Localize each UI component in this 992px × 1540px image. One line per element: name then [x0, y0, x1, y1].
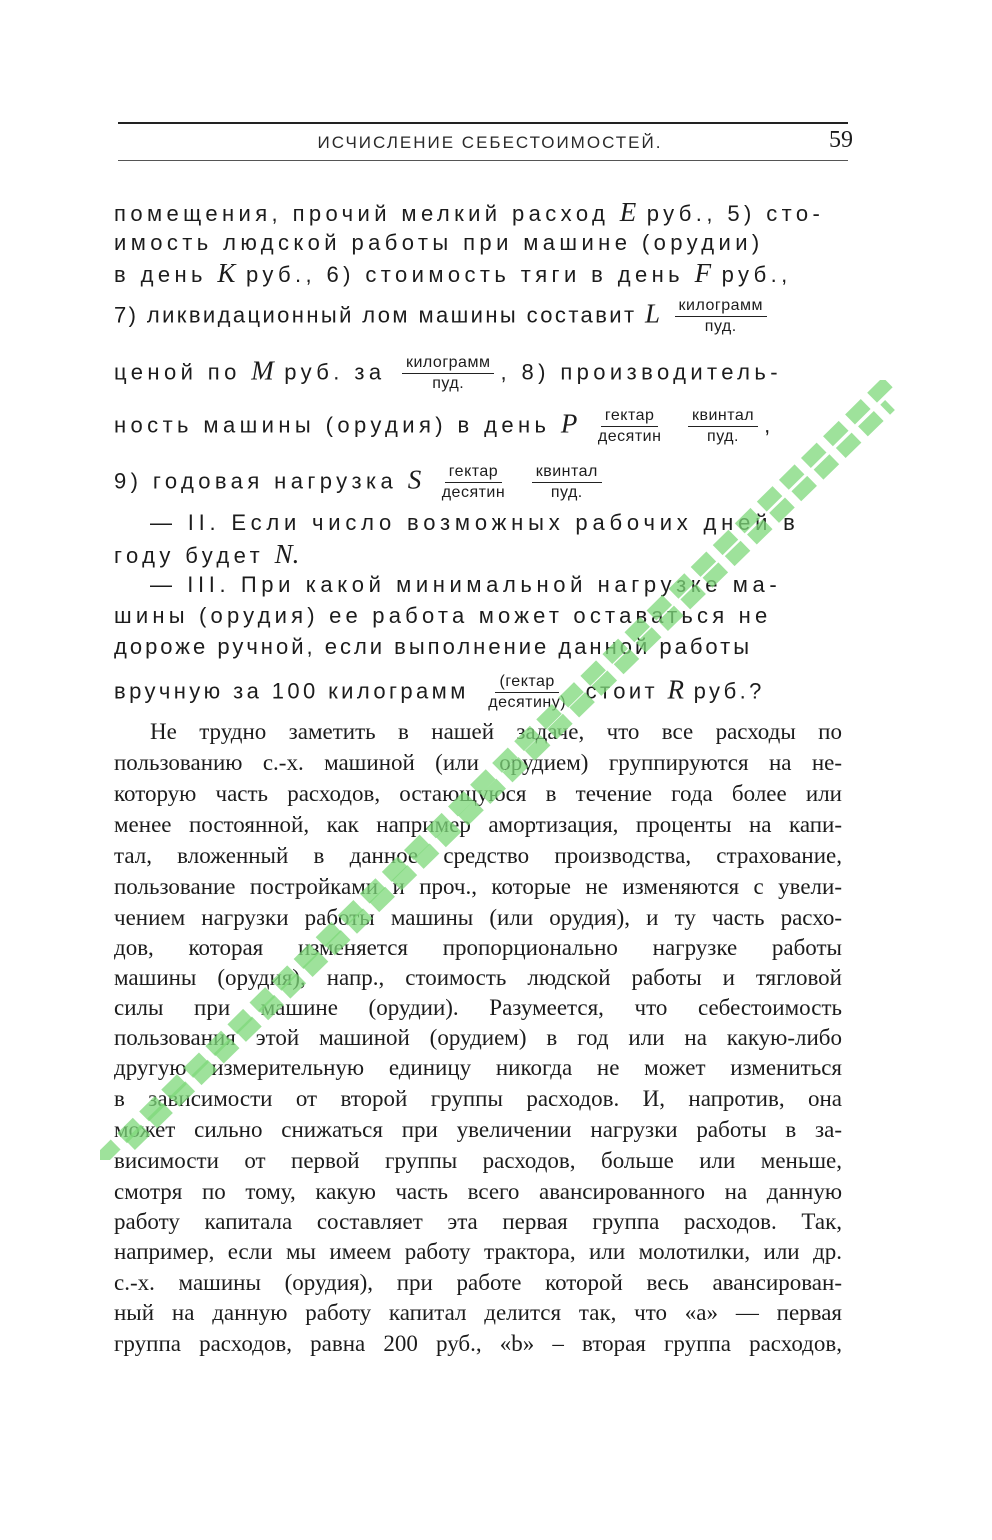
paragraph-line-20: ный на данную работу капитал делится так, что «a» — первая	[114, 1300, 842, 1325]
running-title: ИСЧИСЛЕНИЕ СЕБЕСТОИМОСТЕЙ.	[317, 133, 663, 152]
paragraph-line-16: смотря по тому, какую часть всего авансированного на данную	[114, 1179, 842, 1204]
paragraph-line-18: например, если мы имеем работу трактора, или молотилки, или др.	[114, 1239, 842, 1264]
paragraph-line-11: пользования этой машиной (орудием) в год или на какую-либо	[114, 1025, 842, 1050]
text-segment: руб. за	[284, 359, 386, 385]
variable-K: K	[217, 258, 236, 288]
text-segment: ценой по	[114, 359, 241, 385]
question-3-line-4	[114, 672, 765, 713]
fraction-numerator: квинтал	[532, 462, 602, 483]
condition-line-5	[114, 353, 782, 394]
variable-E: E	[619, 197, 637, 227]
fraction-denominator: десятин	[441, 484, 506, 501]
fraction-quintal-pud	[688, 406, 758, 447]
fraction-numerator: гектар	[445, 462, 503, 483]
paragraph-line-1: Не трудно заметить в нашей задаче, что все расходы по	[150, 719, 842, 744]
variable-M: M	[251, 355, 274, 386]
text-segment: году будет	[114, 543, 265, 568]
fraction-denominator: пуд.	[550, 484, 583, 501]
fraction-denominator: десятин	[597, 428, 662, 445]
fraction-numerator: килограмм	[675, 296, 767, 317]
text-segment: 9) годовая нагрузка	[114, 468, 398, 494]
variable-R: R	[667, 674, 685, 705]
paragraph-line-7: чением нагрузки работы машины (или орудия), и ту часть расхо-	[114, 905, 842, 930]
fraction-kilogram-pud	[675, 296, 767, 337]
fraction-numerator: килограмм	[402, 353, 494, 374]
text-segment: руб.,	[721, 262, 792, 287]
paragraph-line-17: работу капитала составляет эта первая группа расходов. Так,	[114, 1209, 842, 1234]
fraction-hectare-desyatinu	[484, 672, 570, 713]
paragraph-line-9: машины (орудия), напр., стоимость людской работы и тягловой	[114, 965, 842, 990]
fraction-hectare-desyatin	[594, 406, 666, 447]
question-3-line-1: — III. При какой минимальной нагрузке ма-	[150, 572, 782, 597]
fraction-hectare-desyatin	[438, 462, 510, 503]
condition-line-3	[114, 258, 792, 290]
fraction-numerator: (гектар	[495, 672, 558, 693]
variable-L: L	[644, 298, 660, 329]
fraction-quintal-pud	[532, 462, 602, 503]
paragraph-line-6: пользование постройками и проч., которые не изменяются с увели-	[114, 874, 842, 899]
text-segment: в день	[114, 262, 207, 287]
question-3-line-2: шины (орудия) ее работа может оставаться не	[114, 603, 772, 628]
fraction-numerator: квинтал	[688, 406, 758, 427]
fraction-denominator: пуд.	[704, 318, 737, 335]
fraction-denominator: десятину)	[488, 694, 567, 711]
condition-line-6	[114, 406, 775, 447]
variable-P: P	[560, 408, 578, 439]
text-segment: 7) ликвидационный лом машины составит	[114, 302, 637, 328]
text-segment: руб.?	[693, 678, 765, 704]
variable-S: S	[407, 464, 422, 495]
paragraph-line-10: силы при машине (орудии). Разумеется, что себестоимость	[114, 995, 842, 1020]
question-3-line-3: дороже ручной, если выполнение данной работы	[114, 634, 753, 659]
variable-N: N.	[274, 539, 300, 569]
paragraph-line-4: менее постоянной, как например амортизация, проценты на капи-	[114, 812, 842, 837]
paragraph-line-2: пользованию с.-х. машиной (или орудием) группируются на не-	[114, 750, 842, 775]
paragraph-line-3: которую часть расходов, остающуюся в течение года более или	[114, 781, 842, 806]
condition-line-2: имость людской работы при машине (орудии)	[114, 230, 764, 255]
text-segment: помещения, прочий мелкий расход	[114, 201, 610, 226]
paragraph-line-12: другую измерительную единицу никогда не может измениться	[114, 1055, 842, 1080]
paragraph-line-15: висимости от первой группы расходов, больше или меньше,	[114, 1148, 842, 1173]
fraction-denominator: пуд.	[432, 375, 465, 392]
fraction-numerator: гектар	[601, 406, 659, 427]
question-2-line-2	[114, 539, 299, 571]
text-segment: руб., 5) сто-	[646, 201, 825, 226]
paragraph-line-14: может сильно снижаться при увеличении нагрузки работы в за-	[114, 1117, 842, 1142]
paragraph-line-8: дов, которая изменяется пропорционально нагрузке работы	[114, 935, 842, 960]
condition-line-1	[114, 197, 824, 229]
variable-F: F	[694, 258, 712, 288]
text-segment: стоит	[585, 678, 659, 704]
paragraph-line-5: тал, вложенный в данное средство производства, страхование,	[114, 843, 842, 868]
text-segment: руб., 6) стоимость тяги в день	[245, 262, 685, 287]
text-segment: ность машины (орудия) в день	[114, 412, 551, 438]
header-underline	[118, 160, 848, 161]
paragraph-line-13: в зависимости от второй группы расходов. И, напротив, она	[114, 1086, 842, 1111]
question-2-line-1: — II. Если число возможных рабочих дней в	[150, 510, 800, 535]
text-segment: ,	[764, 412, 775, 438]
fraction-denominator: пуд.	[707, 428, 739, 445]
text-segment: , 8) производитель-	[500, 359, 782, 385]
page-number: 59	[829, 127, 853, 153]
paragraph-line-21: группа расходов, равна 200 руб., «b» – вторая группа расходов,	[114, 1331, 842, 1356]
text-segment: вручную за 100 килограмм	[114, 678, 469, 704]
header-rule	[118, 122, 848, 124]
condition-line-7	[114, 462, 608, 503]
paragraph-line-19: с.-х. машины (орудия), при работе которой весь авансирован-	[114, 1270, 842, 1295]
condition-line-4	[114, 296, 773, 337]
fraction-kilogram-pud	[402, 353, 494, 394]
